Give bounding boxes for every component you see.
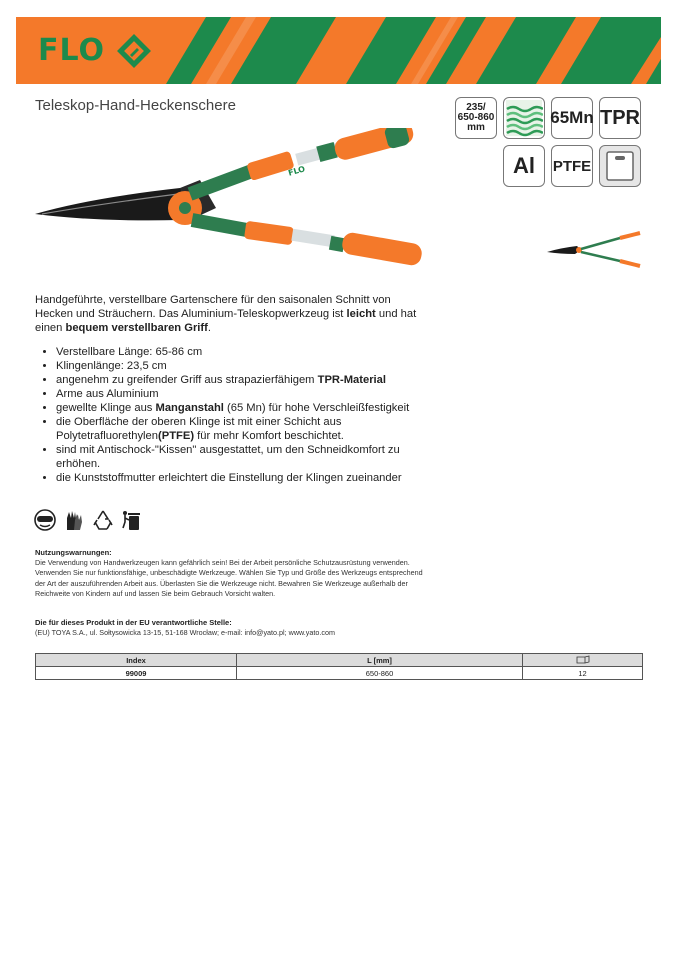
desc-bold-2: bequem verstellbaren Griff: [65, 322, 208, 334]
header-index: Index: [36, 654, 237, 667]
waste-bin-icon: [120, 508, 144, 532]
length-badge: 235/ 650-860 mm: [455, 97, 497, 139]
list-item: • die Oberfläche der oberen Klinge ist mit einer Schicht aus Polytetrafluorethylen(PTFE) für mehr Komfort beschichtet.: [56, 415, 446, 443]
list-item: • sind mit Antischock-"Kissen" ausgestattet, um den Schneidkomfort zu erhöhen.: [56, 443, 446, 471]
feature-badges: [455, 97, 645, 192]
product-thumbnail: [545, 228, 645, 273]
responsible-text: (EU) TOYA S.A., ul. Sołtysowicka 13-15, 51-168 Wrocław; e-mail: info@yato.pl; www.yato.com: [35, 628, 335, 637]
desc-text-1: Handgeführte, verstellbare Gartenschere für den saisonalen Schnitt von Hecken und Sträuchern. Das Aluminium-Teleskopwerkzeug ist: [35, 294, 391, 320]
table-row: [36, 667, 643, 680]
desc-bold-1: leicht: [346, 308, 376, 320]
product-description: [35, 293, 425, 335]
recycling-icon: [91, 508, 115, 532]
list-item: • angenehm zu greifender Griff aus strapazierfähigem TPR-Material: [56, 373, 446, 387]
header-package: [523, 654, 643, 667]
list-item: • Arme aus Aluminium: [56, 387, 446, 401]
product-title: Teleskop-Hand-Heckenschere: [35, 97, 236, 114]
hedge-shears-illustration: [30, 128, 430, 278]
list-item: • Verstellbare Länge: 65-86 cm: [56, 345, 446, 359]
safety-icons: [33, 508, 144, 532]
package-quantity-icon: [576, 655, 590, 664]
protective-gloves-icon: [62, 508, 86, 532]
svg-text:FLO: FLO: [287, 164, 307, 178]
wavy-blade-icon: [503, 97, 545, 139]
desc-text-3: .: [207, 322, 211, 334]
tpr-badge: TPR: [599, 97, 641, 139]
list-item: • Klingenlänge: 23,5 cm: [56, 359, 446, 373]
cell-index: 99009: [36, 667, 237, 680]
list-item: • die Kunststoffmutter erleichtert die Einstellung der Klingen zueinander: [56, 471, 446, 485]
header-length: L [mm]: [237, 654, 523, 667]
table-header-row: [36, 654, 643, 667]
cell-length: 650-860: [237, 667, 523, 680]
ptfe-badge: PTFE: [551, 145, 593, 187]
logo-text: FLO: [38, 33, 106, 68]
aluminium-badge: Al: [503, 145, 545, 187]
hang-package-icon: [599, 145, 641, 187]
safety-goggles-icon: [33, 508, 57, 532]
spec-table: [35, 653, 643, 680]
logo-diamond-icon: [114, 31, 154, 71]
responsible-heading: Die für dieses Produkt in der EU verantwortliche Stelle:: [35, 618, 232, 627]
header-banner: [16, 17, 661, 84]
banner-stripes: [16, 17, 661, 84]
steel-badge: 65Mn: [551, 97, 593, 139]
warnings-heading: Nutzungswarnungen:: [35, 548, 112, 557]
desc-text-2: und hat einen: [35, 308, 417, 334]
cell-package-qty: 12: [523, 667, 643, 680]
list-item: • gewellte Klinge aus Manganstahl (65 Mn) für hohe Verschleißfestigkeit: [56, 401, 446, 415]
feature-list: [40, 345, 446, 485]
warnings-text: Die Verwendung von Handwerkzeugen kann gefährlich sein! Bei der Arbeit persönliche Schutzausrüstung verwenden. Verwenden Sie nur funktionsfähige, unbeschädigte Werkzeuge. Wählen Sie Typ und Größe des Werkzeugs entsprechend der Art der auszuführenden Arbeit aus. Überlasten Sie die Werkzeuge nicht. Bewahren Sie Werkzeuge außerhalb der Reichweite von Kindern auf und lassen Sie beim Gebrauch Vorsicht walten.: [35, 558, 423, 598]
